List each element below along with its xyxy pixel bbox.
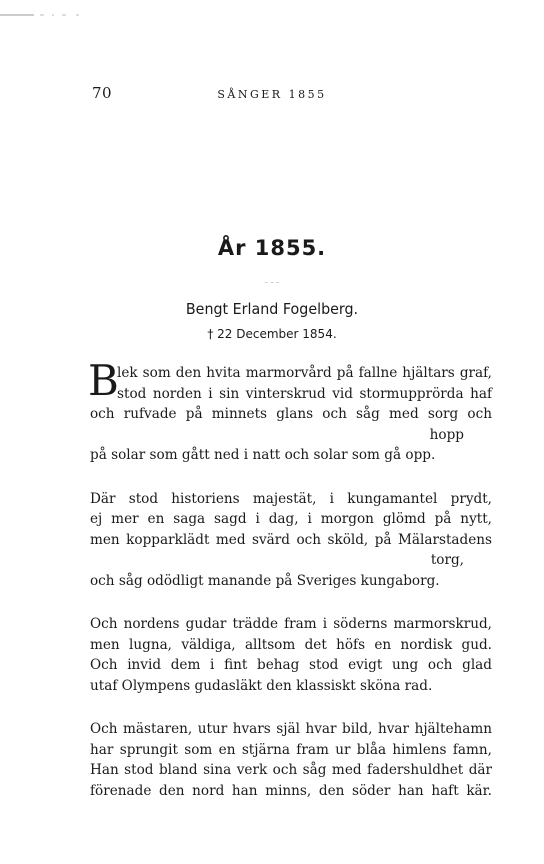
poem-line: Och invid dem i fint behag stod evigt ung och glad xyxy=(90,657,492,673)
poem-line: och såg odödligt manande på Sveriges kungaborg. xyxy=(90,572,440,589)
poem-line: men kopparklädt med svärd och sköld, på Mälarstadens xyxy=(90,531,492,548)
stanza-2 xyxy=(90,489,492,592)
stanza-4 xyxy=(90,719,492,801)
stanza-1 xyxy=(88,356,492,466)
title-ornament: ‒ ‒ ‒ xyxy=(264,279,280,286)
poem-line: har sprungit som en stjärna fram ur blåa himlens famn, xyxy=(90,741,492,758)
poem-line: Han stod bland sina verk och såg med fadershuldhet där xyxy=(90,762,492,778)
stanza-3 xyxy=(90,614,492,696)
page-number: 70 xyxy=(92,84,113,102)
poem-line: utaf Olympens gudasläkt den klassiskt sköna rad. xyxy=(90,677,433,694)
poem-line: och rufvade på minnets glans och såg med sorg och xyxy=(90,406,492,422)
poem-line-text: lek som den hvita marmorvård på fallne hjältars graf, xyxy=(117,365,492,381)
dedication-name: Bengt Erland Fogelberg. xyxy=(185,300,359,318)
poem-title: År 1855. xyxy=(217,236,327,260)
dedication-date: † 22 December 1854. xyxy=(207,327,337,341)
poem-line: stod norden i sin vinterskrud vid stormupprörda haf xyxy=(117,385,492,402)
poem-body xyxy=(88,356,492,824)
drop-cap: B xyxy=(88,356,119,405)
margin-scan-mark xyxy=(0,12,110,18)
poem-line: men lugna, väldiga, alltsom det höfs en nordisk gud. xyxy=(90,636,492,653)
running-head: SÅNGER 1855 xyxy=(217,88,327,101)
poem-line: Och mästaren, utur hvars själ hvar bild, hvar hjältehamn xyxy=(90,721,492,737)
poem-line: på solar som gått ned i natt och solar som gå opp. xyxy=(90,447,436,463)
poem-line: förenade den nord han minns, den söder han haft kär. xyxy=(90,782,492,799)
poem-line: ej mer en saga sagd i dag, i morgon glömd på nytt, xyxy=(90,511,492,527)
poem-line-turnover: hopp xyxy=(429,426,464,443)
poem-line: Och nordens gudar trädde fram i söderns marmorskrud, xyxy=(90,616,492,632)
poem-line-turnover: torg, xyxy=(430,552,464,568)
poem-line: Där stod historiens majestät, i kungamantel prydt, xyxy=(90,490,492,507)
